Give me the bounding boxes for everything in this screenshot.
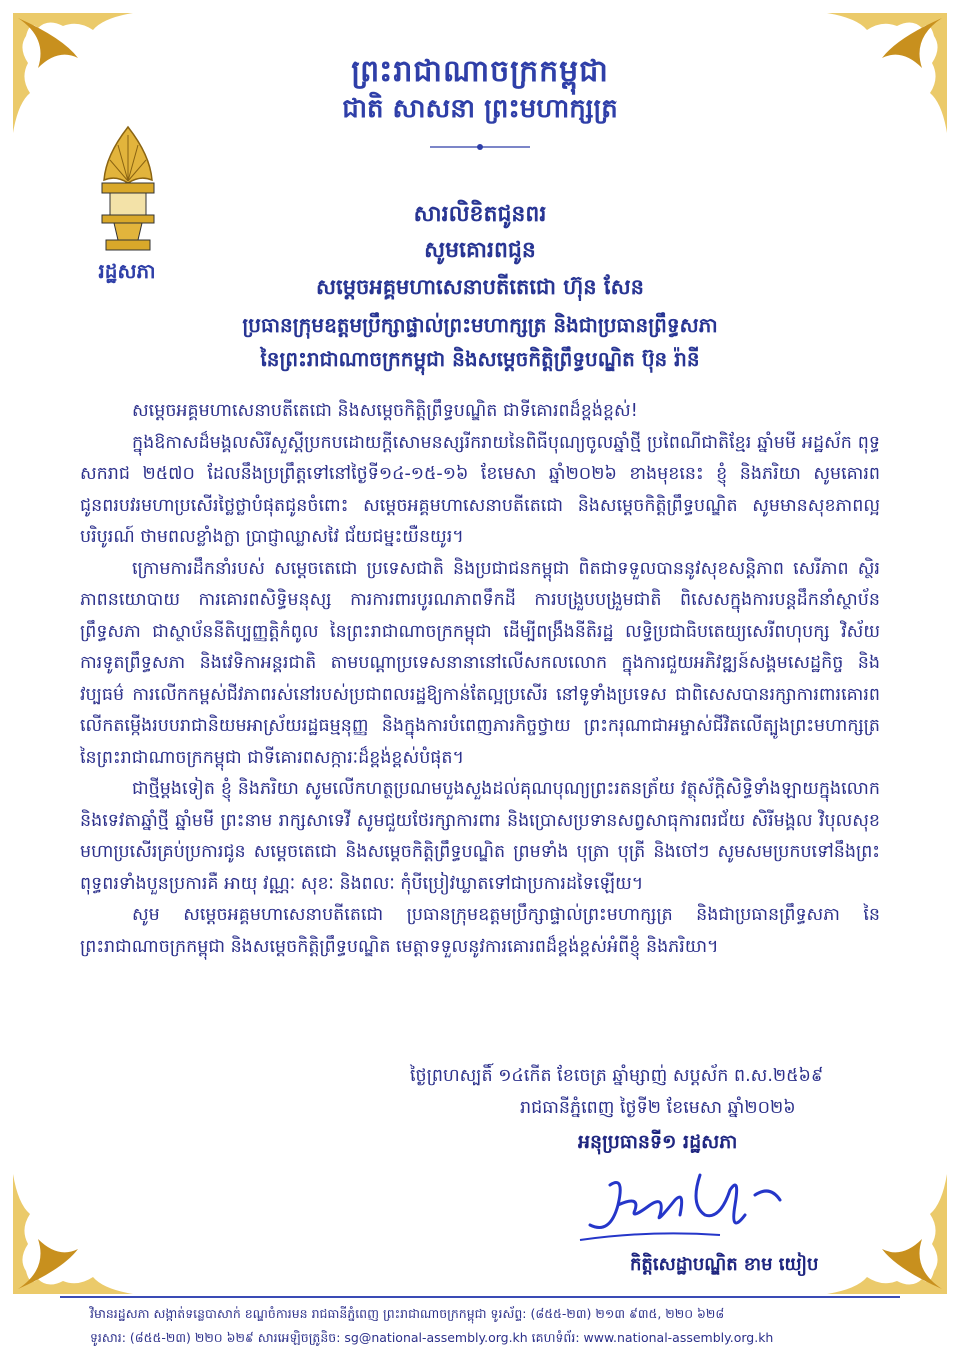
addressee-spouse: នៃព្រះរាជាណាចក្រកម្ពុជា និងសម្តេចកិត្តិព្រឹទ្ធបណ្ឌិត ប៊ុន រ៉ានី [260,347,700,371]
body-paragraph: សូម សម្តេចអគ្គមហាសេនាបតីតេជោ ប្រធានក្រុមឧត្តមប្រឹក្សាផ្ទាល់ព្រះមហាក្សត្រ និងជាប្រធានព្រឹទ្ធសភា នៃព្រះរាជាណាចក្រកម្ពុជា និងសម្តេចកិត្តិព្រឹទ្ធបណ្ឌិត មេត្តាទទួលនូវការគោរពដ៏ខ្ពង់ខ្ពស់អំពីខ្ញុំ និងភរិយា។ [80,905,880,957]
signer-name: កិត្តិសេដ្ឋាបណ្ឌិត ខាម យៀប [630,1254,819,1275]
corner-ornament-icon [8,1169,138,1299]
handwritten-signature-icon [570,1165,800,1255]
addressee-name: សម្តេចអគ្គមហាសេនាបតីតេជោ ហ៊ុន សែន [316,275,644,299]
signer-title: អនុប្រធានទី១ រដ្ឋសភា [578,1131,738,1153]
addressee-position: ប្រធានក្រុមឧត្តមប្រឹក្សាផ្ទាល់ព្រះមហាក្សត្រ និងជាប្រធានព្រឹទ្ធសភា [242,313,718,337]
footer-address: វិមានរដ្ឋសភា សង្កាត់ទន្លេបាសាក់ ខណ្ឌចំការមន រាជធានីភ្នំពេញ ព្រះរាជាណាចក្រកម្ពុជា ទូរស័ព្ទ: (៨៥៥-២៣) ២១៣ ៩៣៥, ២២០ ៦២៨ [90,1306,725,1321]
body-paragraph: ក្រោមការដឹកនាំរបស់ សម្តេចតេជោ ប្រទេសជាតិ និងប្រជាជនកម្ពុជា ពិតជាទទួលបាននូវសុខសន្តិភាព សេរីភាព ស្ថិរភាពនយោបាយ ការគោរពសិទ្ធិមនុស្ស ការការពារបូរណភាពទឹកដី ការបង្រួបបង្រួមជាតិ ពិសេសក្នុងការបន្តដឹកនាំស្ថាប័នព្រឹទ្ធសភា ជាស្ថាប័ននីតិប្បញ្ញត្តិកំពូល នៃព្រះរាជាណាចក្រកម្ពុជា ដើម្បីពង្រឹងនីតិរដ្ឋ លទ្ធិប្រជាធិបតេយ្យសេរីពហុបក្ស វិស័យការទូតព្រឹទ្ធសភា និងវេទិកាអន្តរជាតិ តាមបណ្តាប្រទេសនានានៅលើសកលលោក ក្នុងការជួយអភិវឌ្ឍន៍សង្គមសេដ្ឋកិច្ច និងវប្បធម៌ ការលើកកម្ពស់ជីវភាពរស់នៅរបស់ប្រជាពលរដ្ឋឱ្យកាន់តែល្អប្រសើរ នៅទូទាំងប្រទេស ជាពិសេសបានរក្សាការពារគោរពលើកតម្កើងរបបរាជានិយមអាស្រ័យរដ្ឋធម្មនុញ្ញ និងក្នុងការបំពេញភារកិច្ចថ្វាយ ព្រះករុណាជាអម្ចាស់ជីវិតលើត្បូងព្រះមហាក្សត្រ នៃព្រះរាជាណាចក្រកម្ពុជា ជាទីគោរពសក្ការៈដ៏ខ្ពង់ខ្ពស់បំផុត។ [80,558,880,768]
divider-ornament-icon [430,140,530,154]
body-paragraph: ជាថ្មីម្តងទៀត ខ្ញុំ និងភរិយា សូមលើកហត្ថប្រណមបួងសួងដល់គុណបុណ្យព្រះរតនត្រ័យ វត្ថុស័ក្តិសិទ្ធិទាំងឡាយក្នុងលោក និងទេវតាឆ្នាំថ្មី ឆ្នាំមមី ព្រះនាម រាក្សសាទេវី សូមជួយថែរក្សាការពារ និងប្រោសប្រទានសព្វសាធុការពរជ័យ សិរីមង្គល វិបុលសុខ មហាប្រសើរគ្រប់ប្រការជូន សម្តេចតេជោ និងសម្តេចកិត្តិព្រឹទ្ធបណ្ឌិត ព្រមទាំង បុត្រា បុត្រី និងចៅៗ សូមសមប្រកបទៅនឹងព្រះពុទ្ធពរទាំងបួនប្រការគឺ អាយុ វណ្ណៈ សុខៈ និងពលៈ កុំបីប្រៀវឃ្លាតទៅជាប្រការដទៃឡើយ។ [80,779,880,894]
lunar-date: ថ្ងៃព្រហស្បតិ៍ ១៤កើត ខែចេត្រ ឆ្នាំម្សាញ់ សប្តស័ក ព.ស.២៥៦៩ [410,1066,824,1086]
place-and-date: រាជធានីភ្នំពេញ ថ្ងៃទី២ ខែមេសា ឆ្នាំ២០២៦ [520,1098,796,1118]
institution-label: រដ្ឋសភា [98,259,156,283]
national-motto: ជាតិ សាសនា ព្រះមហាក្សត្រ [342,94,618,124]
letter-title: សារលិខិតជូនពរ [413,202,547,227]
letter-body [80,396,880,963]
footer-contact: ទូរសារ: (៨៥៥-២៣) ២២០ ៦២៩ សារអេឡិចត្រូនិច: sg@national-assembly.org.kh គេហទំព័រ: www.national-assembly.org.kh [90,1330,774,1345]
greeting-paragraph: សម្តេចអគ្គមហាសេនាបតីតេជោ និងសម្តេចកិត្តិព្រឹទ្ធបណ្ឌិត ជាទីគោរពដ៏ខ្ពង់ខ្ពស់! [132,401,638,421]
addressee-intro: សូមគោរពជូន [424,238,536,263]
national-assembly-emblem-icon [80,125,176,255]
corner-ornament-icon [822,1169,952,1299]
body-paragraph: ក្នុងឱកាសដ៏មង្គលសិរីសួស្តីប្រកបដោយក្តីសោមនស្សរីករាយនៃពិធីបុណ្យចូលឆ្នាំថ្មី ប្រពៃណីជាតិខ្មែរ ឆ្នាំមមី អដ្ឋស័ក ពុទ្ធសករាជ ២៥៧០ ដែលនឹងប្រព្រឹត្តទៅនៅថ្ងៃទី១៤-១៥-១៦ ខែមេសា ឆ្នាំ២០២៦ ខាងមុខនេះ ខ្ញុំ និងភរិយា សូមគោរពជូនពរបវរមហាប្រសើរថ្លៃថ្លាបំផុតជូនចំពោះ សម្តេចអគ្គមហាសេនាបតីតេជោ និងសម្តេចកិត្តិព្រឹទ្ធបណ្ឌិត សូមមានសុខភាពល្អបរិបូរណ៍ ថាមពលខ្លាំងក្លា ប្រាជ្ញាឈ្លាសវៃ ជ័យជម្នះយឺនយូរ។ [80,432,880,547]
footer-divider [60,1296,900,1298]
kingdom-heading: ព្រះរាជាណាចក្រកម្ពុជា [351,54,609,89]
